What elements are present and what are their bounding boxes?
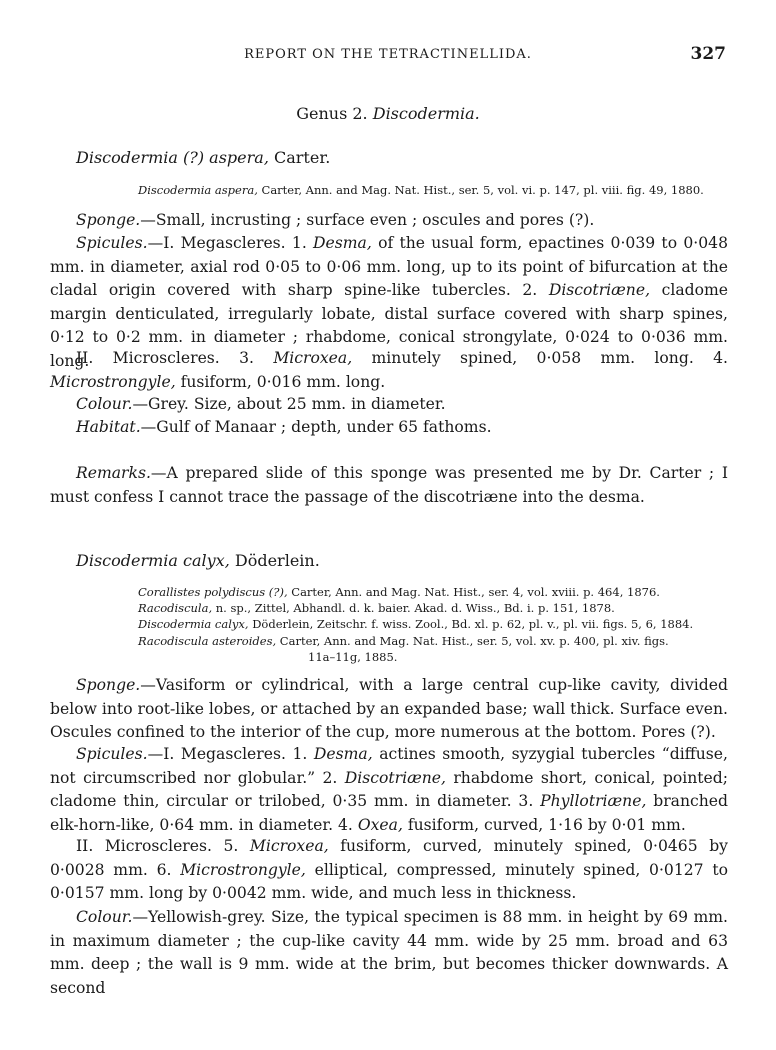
- spicule-name: Microxea,: [249, 837, 329, 855]
- section-label: Sponge.: [76, 211, 141, 229]
- spicule-name: Microxea,: [273, 349, 353, 367]
- species-name: Discodermia (?) aspera,: [76, 148, 269, 167]
- section-text: —A prepared slide of this sponge was presented me by Dr. Carter ; I must confess I cannot trace the passage of the discotriæne into the desma.: [50, 464, 728, 506]
- sponge-description: [50, 674, 728, 745]
- microscleres-description: [50, 835, 728, 906]
- microscleres-description: [50, 347, 728, 394]
- spicules-description: [50, 743, 728, 837]
- synonym-text: n. sp., Zittel, Abhandl. d. k. baier. Akad. d. Wiss., Bd. i. p. 151, 1878.: [212, 601, 615, 615]
- synonym-text: Carter, Ann. and Mag. Nat. Hist., ser. 5, vol. xv. p. 400, pl. xiv. figs.: [276, 634, 669, 648]
- section-label: Colour.: [76, 908, 133, 926]
- citation-name: Discodermia aspera,: [138, 183, 258, 197]
- genus-heading: [0, 104, 776, 123]
- spicule-name: Phyllotriæne,: [540, 792, 647, 810]
- spicule-name: Oxea,: [357, 815, 403, 834]
- synonym-entry: [138, 585, 660, 599]
- species-title-aspera: [76, 148, 330, 167]
- page-number: 327: [690, 44, 726, 64]
- synonym-name: Racodiscula asteroides,: [138, 634, 277, 648]
- section-label: Sponge.: [76, 676, 141, 694]
- section-text: —Vasiform or cylindrical, with a large central cup-like cavity, divided below into root-like lobes, or attached by an expanded base; wall thick. Surface even. Oscules confined to the interior of the cup, more numerous at the bottom. Pores (?).: [50, 676, 728, 741]
- section-text: rhabdome short, conical, pointed; cladome thin, circular or trilobed, 0·35 mm. in diameter. 3.: [50, 768, 728, 810]
- section-text: —Gulf of Manaar ; depth, under 65 fathoms.: [140, 418, 492, 436]
- section-text: II. Microscleres. 3.: [76, 349, 274, 367]
- section-text: —Yellowish-grey. Size, the typical specimen is 88 mm. in height by 69 mm. in maximum diameter ; the cup-like cavity 44 mm. wide by 25 mm. broad and 63 mm. deep ; the wall is 9 mm. wide at the brim, but becomes thicker downwards. A second: [50, 908, 728, 997]
- remarks-paragraph: [50, 462, 728, 509]
- section-text: branched elk-horn-like, 0·64 mm. in diameter. 4.: [50, 792, 728, 834]
- genus-name: Discodermia.: [372, 104, 480, 123]
- spicule-name: Microstrongyle,: [180, 860, 306, 879]
- sponge-description: [50, 209, 728, 233]
- synonym-name: Corallistes polydiscus (?),: [138, 585, 288, 599]
- synonym-entry: [138, 634, 669, 648]
- spicule-name: Desma,: [313, 745, 373, 763]
- genus-prefix: Genus 2.: [296, 104, 373, 123]
- section-label: Habitat.: [76, 418, 141, 436]
- page-header: [50, 44, 726, 68]
- section-text: —Small, incrusting ; surface even ; oscules and pores (?).: [140, 211, 595, 229]
- section-label: Spicules.: [76, 234, 148, 252]
- section-text: cladome margin denticulated, irregularly lobate, distal surface covered with sharp spines, 0·12 to 0·2 mm. in diameter ; rhabdome, conical strongylate, 0·024 to 0·036 mm. long.: [50, 281, 728, 370]
- synonym-name: Racodiscula,: [138, 601, 213, 615]
- spicule-name: Microstrongyle,: [50, 372, 176, 391]
- section-text: of the usual form, epactines 0·039 to 0·048 mm. in diameter, axial rod 0·05 to 0·06 mm. long, up to its point of bifurcation at the cladal origin covered with sharp spine-like tubercles. 2.: [50, 234, 728, 299]
- citation-text: Carter, Ann. and Mag. Nat. Hist., ser. 5, vol. vi. p. 147, pl. viii. fig. 49, 1880.: [257, 183, 704, 197]
- section-label: Remarks.: [76, 464, 151, 482]
- synonym-entry: [138, 601, 615, 615]
- colour-description: [50, 393, 728, 417]
- species-author: Döderlein.: [229, 551, 320, 570]
- section-text: minutely spined, 0·058 mm. long. 4.: [352, 349, 729, 367]
- synonym-entry: [138, 617, 693, 631]
- section-text: fusiform, curved, 1·16 by 0·01 mm.: [402, 815, 686, 834]
- section-label: Spicules.: [76, 745, 148, 763]
- spicule-name: Discotriæne,: [548, 281, 651, 299]
- section-text: actines smooth, syzygial tubercles “diffuse, not circumscribed nor globular.” 2.: [50, 745, 728, 787]
- section-text: —I. Megascleres. 1.: [147, 234, 314, 252]
- section-text: —Grey. Size, about 25 mm. in diameter.: [132, 395, 446, 413]
- colour-description: [50, 906, 728, 1000]
- synonym-text: Döderlein, Zeitschr. f. wiss. Zool., Bd. xl. p. 62, pl. v., pl. vii. figs. 5, 6, 1884.: [248, 617, 694, 631]
- species-name: Discodermia calyx,: [76, 551, 230, 570]
- synonym-text: Carter, Ann. and Mag. Nat. Hist., ser. 4, vol. xviii. p. 464, 1876.: [287, 585, 660, 599]
- citation-aspera: [138, 183, 704, 197]
- section-text: fusiform, 0·016 mm. long.: [175, 372, 386, 391]
- habitat-description: [50, 416, 728, 440]
- section-text: fusiform, curved, minutely spined, 0·0465 by 0·0028 mm. 6.: [50, 837, 728, 879]
- species-author: Carter.: [268, 148, 331, 167]
- spicule-name: Discotriæne,: [344, 768, 446, 787]
- synonym-continuation: 11a–11g, 1885.: [308, 650, 398, 664]
- section-text: elliptical, compressed, minutely spined, 0·0127 to 0·0157 mm. long by 0·0042 mm. wide, and much less in thickness.: [50, 860, 728, 902]
- running-title: REPORT ON THE TETRACTINELLIDA.: [244, 47, 532, 62]
- spicule-name: Desma,: [313, 234, 372, 252]
- section-label: Colour.: [76, 395, 133, 413]
- synonym-name: Discodermia calyx,: [138, 617, 249, 631]
- section-text: II. Microscleres. 5.: [76, 837, 250, 855]
- species-title-calyx: [76, 551, 320, 570]
- section-text: —I. Megascleres. 1.: [147, 745, 314, 763]
